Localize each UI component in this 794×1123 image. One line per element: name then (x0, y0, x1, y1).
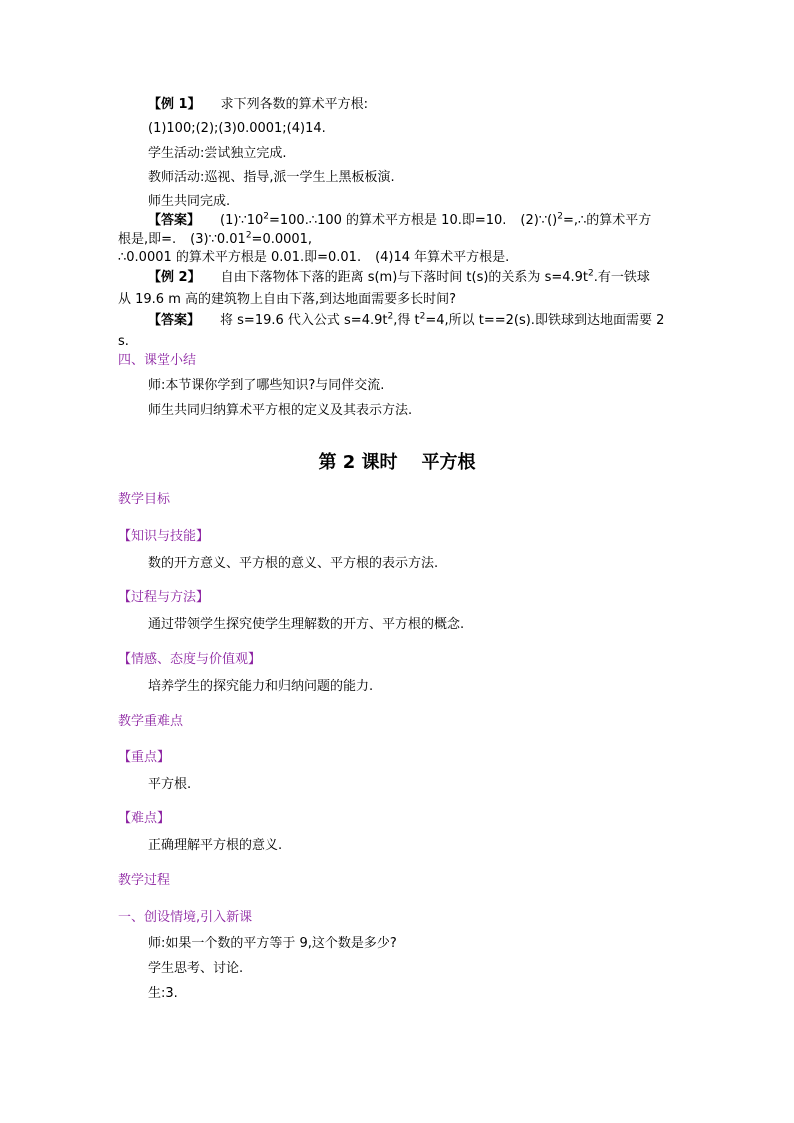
lesson-title (0, 452, 794, 474)
answer-text: =4,所以 t==2(s).即铁球到达地面需要 2 (425, 313, 665, 328)
example1-teacher-activity: 教师活动:巡视、指导,派一学生上黑板板演. (148, 170, 395, 185)
example1-prompt: 求下列各数的算术平方根: (220, 97, 368, 112)
process-text: 通过带领学生探究使学生理解数的开方、平方根的概念. (148, 617, 465, 632)
knowledge-text: 数的开方意义、平方根的意义、平方根的表示方法. (148, 556, 439, 571)
emotion-text: 培养学生的探究能力和归纳问题的能力. (148, 679, 374, 694)
example2-answer-label: 【答案】 (148, 313, 201, 328)
superscript: 2 (263, 211, 269, 222)
answer-text: (4)14 年算术平方根是. (375, 250, 510, 265)
summary-heading: 四、课堂小结 (118, 353, 197, 368)
summary-line2: 师生共同归纳算术平方根的定义及其表示方法. (148, 403, 413, 418)
key-point-text: 平方根. (148, 777, 192, 792)
example1-answer-label: 【答案】 (148, 213, 201, 228)
example2-text: 自由下落物体下落的距离 s(m)与下落时间 t(s)的关系为 s=4.9t (220, 270, 589, 285)
key-point-heading: 【重点】 (118, 750, 171, 765)
superscript: 2 (588, 268, 594, 279)
superscript: 2 (245, 230, 252, 241)
answer-text: =100.∴100 的算术平方根是 10.即=10. (268, 213, 507, 228)
answer-text: (3)∵0.01 (190, 232, 246, 247)
hard-point-text: 正确理解平方根的意义. (148, 838, 283, 853)
answer-text: =0.0001, (251, 232, 313, 247)
answer-text: (2)∵() (520, 213, 558, 228)
teaching-process-heading: 教学过程 (118, 873, 171, 888)
difficulty-heading: 教学重难点 (118, 714, 184, 729)
example1-items: (1)100;(2);(3)0.0001;(4)14. (148, 121, 326, 136)
answer-text: (1)∵10 (220, 213, 264, 228)
example2-answer-line1 (148, 313, 664, 329)
intro-line2: 学生思考、讨论. (148, 961, 244, 976)
summary-line1: 师:本节课你学到了哪些知识?与同伴交流. (148, 378, 385, 393)
superscript: 2 (419, 311, 426, 322)
superscript: 2 (387, 311, 394, 322)
answer-text: =,∴的算术平方 (563, 213, 652, 228)
example1-answer-line3 (118, 250, 509, 266)
answer-text: 根是,即=. (118, 232, 177, 247)
example1-heading-line (148, 97, 368, 113)
example2-line2: 从 19.6 m 高的建筑物上自由下落,到达地面需要多长时间? (118, 292, 457, 307)
example2-label: 【例 2】 (148, 270, 201, 285)
process-heading: 【过程与方法】 (118, 590, 210, 605)
knowledge-heading: 【知识与技能】 (118, 529, 210, 544)
superscript: 2 (557, 211, 563, 222)
intro-line1: 师:如果一个数的平方等于 9,这个数是多少? (148, 936, 397, 951)
example2-answer-line2: s. (118, 334, 129, 349)
hard-point-heading: 【难点】 (118, 811, 171, 826)
example2-line1 (148, 270, 650, 286)
emotion-heading: 【情感、态度与价值观】 (118, 652, 262, 667)
example1-label: 【例 1】 (148, 97, 201, 112)
example1-student-activity: 学生活动:尝试独立完成. (148, 146, 287, 161)
answer-text: ∴0.0001 的算术平方根是 0.01.即=0.01. (118, 250, 362, 265)
answer-text: ,得 t (393, 313, 420, 328)
answer-text: 将 s=19.6 代入公式 s=4.9t (220, 313, 388, 328)
example2-text: .有一铁球 (593, 270, 650, 285)
intro-line3: 生:3. (148, 986, 178, 1001)
example1-answer-line2 (118, 232, 312, 248)
lesson-title-number: 第 2 课时 (318, 452, 398, 473)
objectives-heading: 教学目标 (118, 492, 171, 507)
lesson-title-topic: 平方根 (421, 452, 476, 473)
intro-heading: 一、创设情境,引入新课 (118, 910, 253, 925)
example1-together: 师生共同完成. (148, 194, 231, 209)
example1-answer-line1 (148, 213, 651, 229)
